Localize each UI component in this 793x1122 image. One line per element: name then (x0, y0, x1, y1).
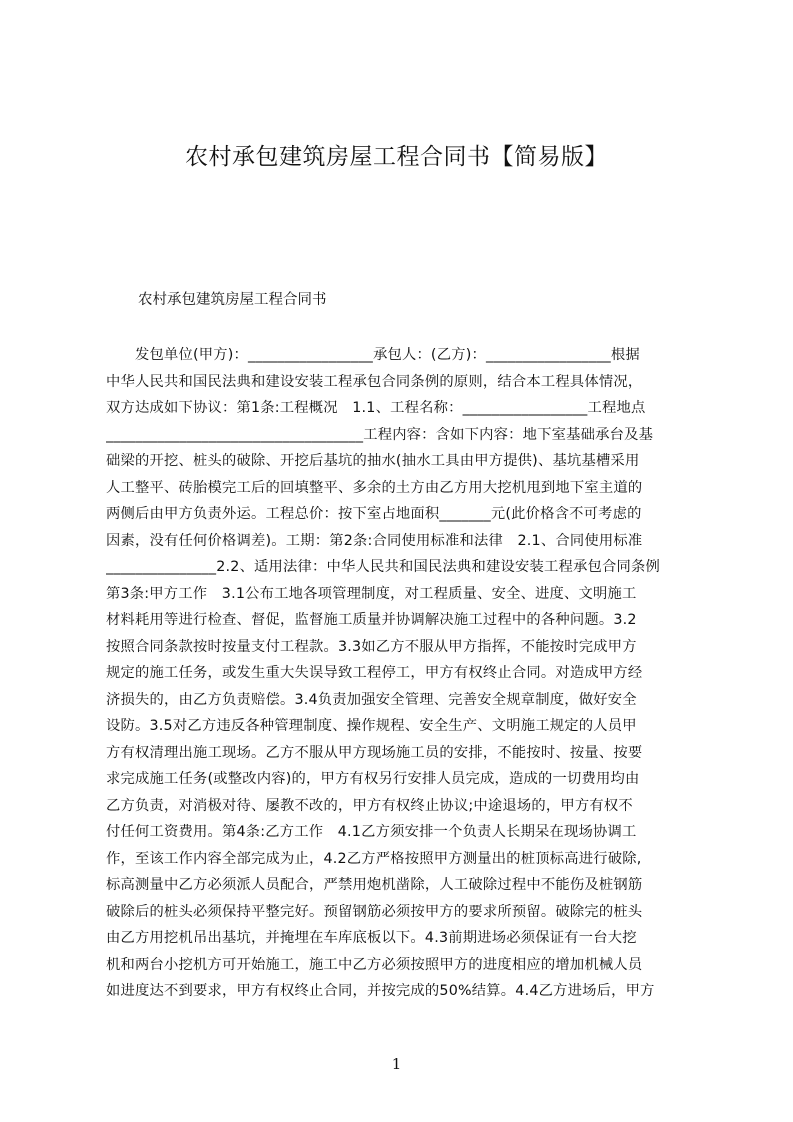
body-text-line: 材料耗用等进行检查、督促，监督施工质量并协调解决施工过程中的各种问题。3.2 (106, 612, 637, 628)
body-text-line: 两侧后由甲方负责外运。工程总价：按下室占地面积_______元(此价格含不可考虑的 (106, 506, 642, 522)
body-text-line: 济损失的，由乙方负责赔偿。3.4负责加强安全管理、完善安全规章制度，做好安全 (106, 691, 637, 708)
body-text-line: 标高测量中乙方必须派人员配合，严禁用炮机凿除，人工破除过程中不能伤及桩钢筋 (106, 877, 643, 893)
body-text-line: 发包单位(甲方)：_________________承包人：(乙方)：_________________根据 (106, 347, 640, 363)
body-text-line: 破除后的桩头必须保持平整完好。预留钢筋必须按甲方的要求所预留。破除完的桩头 (106, 903, 643, 920)
body-text-line: ___________________________________工程内容：含如下内容：地下室基础承台及基 (106, 426, 654, 443)
body-text-line: 作，至该工作内容全部完成为止，4.2乙方严格按照甲方测量出的桩顶标高进行破除, (106, 850, 642, 867)
body-text-line: 乙方负责，对消极对待、屡教不改的，甲方有权终止协议;中途退场的，甲方有权不 (106, 797, 633, 814)
contract-subtitle: 农村承包建筑房屋工程合同书 (138, 292, 327, 308)
body-text-line: 因素，没有任何价格调差)。工期：第2条:合同使用标准和法律 2.1、合同使用标准 (106, 532, 643, 549)
body-text-line: 中华人民共和国民法典和建设安装工程承包合同条例的原则，结合本工程具体情况， (106, 373, 643, 390)
body-text-line: 础梁的开挖、桩头的破除、开挖后基坑的抽水(抽水工具由甲方提供)、基坑基槽采用 (106, 453, 640, 469)
body-text-line: 付任何工资费用。第4条:乙方工作 4.1乙方须安排一个负责人长期呆在现场协调工 (106, 824, 637, 840)
body-text-line: _______________2.2、适用法律：中华人民共和国民法典和建设安装工程承包合同条例 (106, 559, 660, 575)
body-text-line: 双方达成如下协议：第1条:工程概况 1.1、工程名称：_________________工程地点 (106, 400, 646, 416)
body-text-line: 规定的施工任务，或发生重大失误导致工程停工，甲方有权终止合同。对造成甲方经 (106, 665, 643, 681)
body-text-line: 求完成施工任务(或整改内容)的，甲方有权另行安排人员完成，造成的一切费用均由 (106, 771, 640, 787)
document-title: 农村承包建筑房屋工程合同书【简易版】 (185, 144, 608, 170)
body-text-line: 第3条:甲方工作 3.1公布工地各项管理制度，对工程质量、安全、进度、文明施工 (106, 585, 637, 602)
body-text-line: 如进度达不到要求，甲方有权终止合同，并按完成的50%结算。4.4乙方进场后，甲方 (106, 983, 655, 999)
body-text-line: 设防。3.5对乙方违反各种管理制度、操作规程、安全生产、文明施工规定的人员甲 (106, 718, 637, 734)
page-number: 1 (391, 1055, 402, 1073)
body-text-line: 方有权清理出施工现场。乙方不服从甲方现场施工员的安排，不能按时、按量、按要 (106, 744, 643, 761)
body-text-line: 由乙方用挖机吊出基坑，并掩埋在车库底板以下。4.3前期进场必须保证有一台大挖 (106, 930, 637, 946)
body-text-line: 机和两台小挖机方可开始施工，施工中乙方必须按照甲方的进度相应的增加机械人员 (106, 956, 643, 973)
contract-body (106, 342, 698, 1005)
body-text-line: 人工整平、砖胎模完工后的回填整平、多余的土方由乙方用大挖机甩到地下室主道的 (106, 479, 643, 496)
body-text-line: 按照合同条款按时按量支付工程款。3.3如乙方不服从甲方指挥，不能按时完成甲方 (106, 638, 637, 655)
